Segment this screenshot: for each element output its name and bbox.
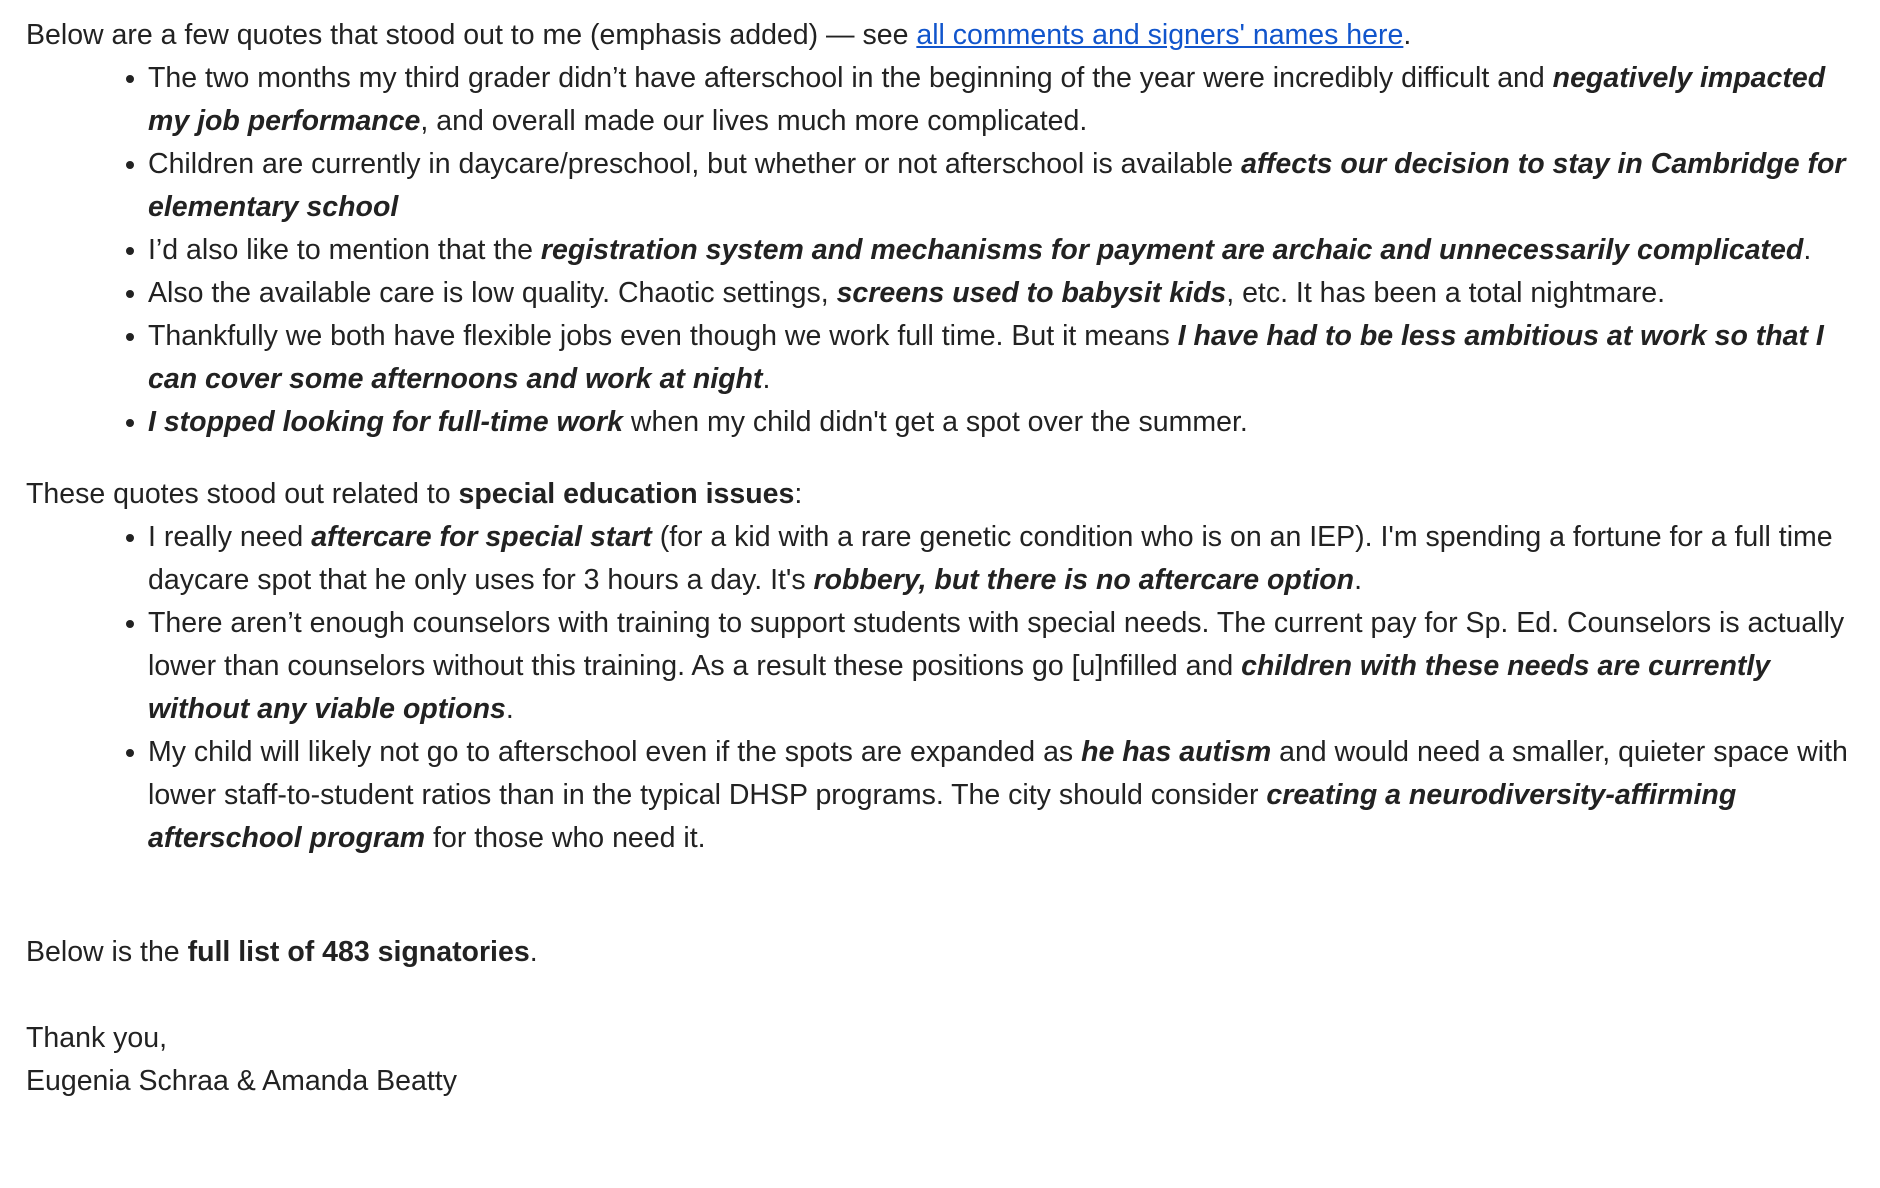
quote-text: Also the available care is low quality. Chaotic settings,: [148, 277, 837, 309]
quote-text: for those who need it.: [425, 822, 706, 854]
quote-emphasis: aftercare for special start: [311, 521, 652, 553]
full-list-text: Below is the: [26, 936, 188, 968]
quote-text: .: [762, 363, 771, 395]
quote-emphasis: I have had to be less ambitious at work so that I can cover some afternoons and work at night: [148, 320, 1824, 395]
list-item: [148, 401, 1858, 444]
quote-emphasis: screens used to babysit kids: [836, 277, 1227, 309]
quote-emphasis: negatively impacted my job performance: [148, 62, 1826, 137]
quote-text: , etc. It has been a total nightmare.: [1226, 277, 1666, 309]
comments-link[interactable]: all comments and signers' names here: [916, 19, 1404, 51]
quote-emphasis: affects our decision to stay in Cambridge for elementary school: [148, 148, 1846, 223]
quote-text: (for a kid with a rare genetic condition who is on an IEP). I'm spending a fortune for a full time daycare spot that he only uses for 3 hours a day. It's: [148, 521, 1833, 596]
quote-text: when my child didn't get a spot over the summer.: [623, 406, 1248, 438]
sped-intro-bold: special education issues: [458, 478, 795, 510]
quote-emphasis: children with these needs are currently without any viable options: [148, 650, 1771, 725]
full-list-paragraph: [26, 931, 1858, 974]
quote-text: I’d also like to mention that the: [148, 234, 541, 266]
intro-paragraph: [26, 14, 1858, 57]
quote-text: There aren’t enough counselors with training to support students with special needs. The current pay for Sp. Ed. Counselors is actually lower than counselors without this training. As a result these positions go [u]nfilled and: [148, 607, 1845, 682]
sped-intro-colon: :: [794, 478, 803, 510]
intro-period: .: [1403, 19, 1412, 51]
quote-text: , and overall made our lives much more complicated.: [420, 105, 1088, 137]
sped-quotes-list: [26, 516, 1858, 860]
list-item: [148, 315, 1858, 401]
intro-text: Below are a few quotes that stood out to me (emphasis added) — see: [26, 19, 917, 51]
quotes-list: [26, 57, 1858, 444]
list-item: [148, 731, 1858, 860]
closing-thanks: Thank you,: [26, 1022, 167, 1054]
list-item: [148, 229, 1858, 272]
list-item: [148, 602, 1858, 731]
quote-text: My child will likely not go to afterschool even if the spots are expanded as: [148, 736, 1082, 768]
quote-text: Thankfully we both have flexible jobs even though we work full time. But it means: [148, 320, 1178, 352]
full-list-period: .: [529, 936, 538, 968]
sped-intro-paragraph: [26, 473, 1858, 516]
quote-text: .: [1803, 234, 1812, 266]
quote-emphasis: he has autism: [1081, 736, 1272, 768]
list-item: [148, 143, 1858, 229]
quote-emphasis: registration system and mechanisms for payment are archaic and unnecessarily complicated: [540, 234, 1804, 266]
quote-emphasis: I stopped looking for full-time work: [148, 406, 623, 438]
quote-emphasis: creating a neurodiversity-affirming afterschool program: [148, 779, 1737, 854]
list-item: [148, 516, 1858, 602]
list-item: [148, 57, 1858, 143]
quote-text: .: [1354, 564, 1362, 596]
quote-emphasis: robbery, but there is no aftercare option: [813, 564, 1355, 596]
closing-signers: Eugenia Schraa & Amanda Beatty: [26, 1065, 457, 1097]
quote-text: and would need a smaller, quieter space with lower staff-to-student ratios than in the typical DHSP programs. The city should consider: [148, 736, 1848, 811]
quote-text: The two months my third grader didn’t have afterschool in the beginning of the year were incredibly difficult and: [148, 62, 1553, 94]
quote-text: .: [505, 693, 514, 725]
quote-text: I really need: [148, 521, 312, 553]
list-item: [148, 272, 1858, 315]
sped-intro-text: These quotes stood out related to: [26, 478, 459, 510]
full-list-bold: full list of 483 signatories: [187, 936, 530, 968]
quote-text: Children are currently in daycare/preschool, but whether or not afterschool is available: [148, 148, 1242, 180]
